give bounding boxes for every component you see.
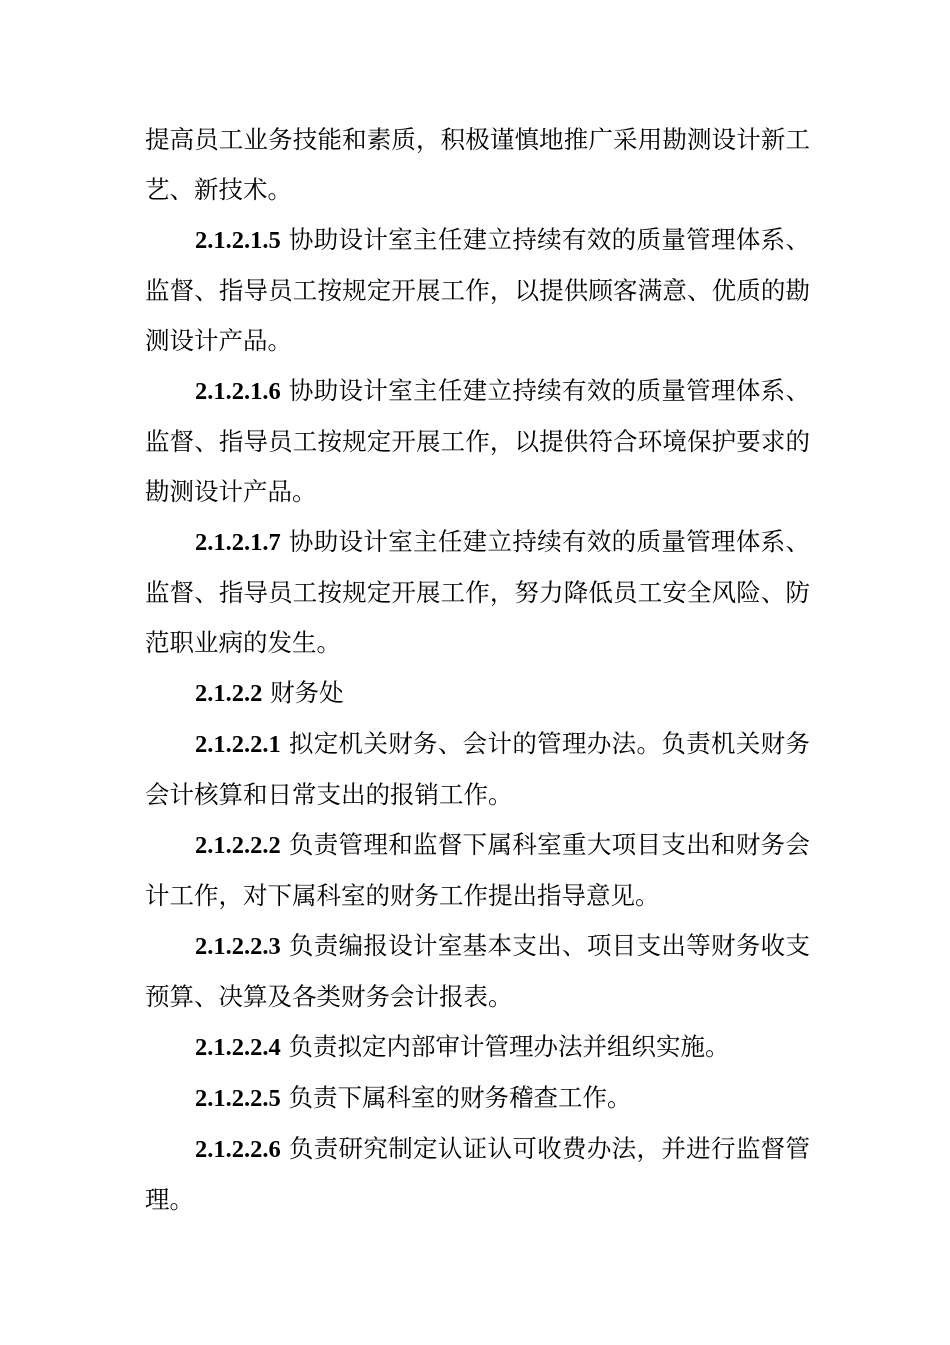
paragraph-continuation <box>145 115 810 215</box>
section-title: 财务处 <box>262 678 344 707</box>
section-number: 2.1.2.1.5 <box>195 227 281 254</box>
section-number: 2.1.2.1.6 <box>195 378 281 405</box>
document-body <box>145 115 810 1225</box>
section-number: 2.1.2.2.6 <box>195 1136 281 1163</box>
section-number: 2.1.2.2.2 <box>195 832 281 859</box>
paragraph-2-1-2-2-2 <box>145 820 810 921</box>
paragraph-text: 提高员工业务技能和素质，积极谨慎地推广采用勘测设计新工艺、新技术。 <box>145 125 810 204</box>
paragraph-text: 协助设计室主任建立持续有效的质量管理体系、监督、指导员工按规定开展工作，以提供顾客满意、优质的勘测设计产品。 <box>145 225 810 355</box>
section-number: 2.1.2.2.4 <box>195 1034 281 1061</box>
paragraph-2-1-2-1-5 <box>145 215 810 366</box>
paragraph-2-1-2-2-6 <box>145 1124 810 1225</box>
section-heading-2-1-2-2 <box>145 668 810 719</box>
paragraph-2-1-2-2-5 <box>145 1073 810 1124</box>
paragraph-text: 协助设计室主任建立持续有效的质量管理体系、监督、指导员工按规定开展工作，以提供符合环境保护要求的勘测设计产品。 <box>145 376 810 506</box>
paragraph-2-1-2-2-3 <box>145 921 810 1022</box>
paragraph-text: 协助设计室主任建立持续有效的质量管理体系、监督、指导员工按规定开展工作，努力降低员工安全风险、防范职业病的发生。 <box>145 527 810 657</box>
section-number: 2.1.2.2.3 <box>195 933 281 960</box>
paragraph-2-1-2-1-6 <box>145 366 810 517</box>
paragraph-text: 负责下属科室的财务稽查工作。 <box>280 1083 632 1112</box>
paragraph-text: 负责研究制定认证认可收费办法，并进行监督管理。 <box>145 1134 810 1214</box>
section-number: 2.1.2.2.5 <box>195 1085 281 1112</box>
paragraph-text: 负责拟定内部审计管理办法并组织实施。 <box>280 1032 730 1061</box>
section-number: 2.1.2.1.7 <box>195 529 281 556</box>
section-number: 2.1.2.2.1 <box>195 731 281 758</box>
paragraph-2-1-2-1-7 <box>145 517 810 668</box>
paragraph-text: 负责管理和监督下属科室重大项目支出和财务会计工作，对下属科室的财务工作提出指导意见。 <box>145 830 810 910</box>
paragraph-2-1-2-2-1 <box>145 719 810 820</box>
section-number: 2.1.2.2 <box>195 680 263 707</box>
paragraph-text: 拟定机关财务、会计的管理办法。负责机关财务会计核算和日常支出的报销工作。 <box>145 729 810 809</box>
paragraph-text: 负责编报设计室基本支出、项目支出等财务收支预算、决算及各类财务会计报表。 <box>145 931 810 1011</box>
paragraph-2-1-2-2-4 <box>145 1022 810 1073</box>
